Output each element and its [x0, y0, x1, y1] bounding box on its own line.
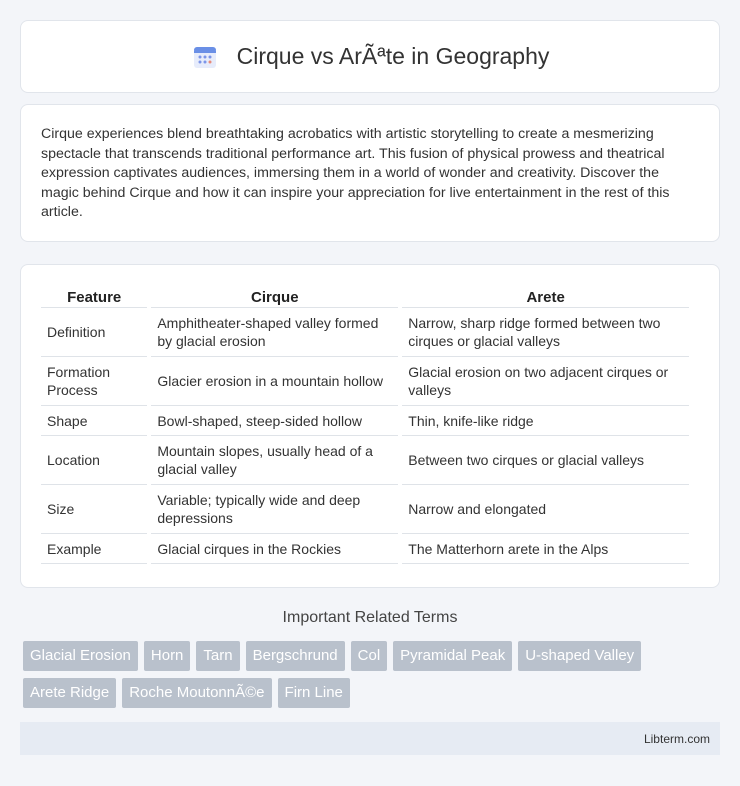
footer-site-link[interactable]: Libterm.com: [643, 731, 710, 746]
table-cell: Between two cirques or glacial valleys: [402, 436, 689, 485]
related-terms-title: Important Related Terms: [282, 609, 458, 626]
table-cell: Formation Process: [41, 357, 147, 406]
related-term-tag[interactable]: Firn Line: [278, 678, 350, 708]
table-header-row: [41, 285, 689, 308]
table-cell: Shape: [41, 406, 147, 436]
table-cell: Glacial erosion on two adjacent cirques or valleys: [402, 357, 689, 406]
related-term-tag[interactable]: Glacial Erosion: [23, 641, 138, 671]
table-row: [41, 534, 689, 564]
table-row: [41, 357, 689, 406]
table-row: [41, 436, 689, 485]
comparison-table: [37, 285, 693, 564]
related-term-tag[interactable]: Tarn: [196, 641, 239, 671]
table-cell: The Matterhorn arete in the Alps: [402, 534, 689, 564]
table-cell: Narrow, sharp ridge formed between two cirques or glacial valleys: [402, 308, 689, 357]
header-arete: Arete: [402, 285, 689, 308]
table-cell: Mountain slopes, usually head of a glacial valley: [151, 436, 398, 485]
related-term-tag[interactable]: Arete Ridge: [23, 678, 116, 708]
related-term-tag[interactable]: Roche MoutonnÃ©e: [122, 678, 271, 708]
intro-card: [20, 104, 720, 242]
table-row: [41, 406, 689, 436]
related-term-tag[interactable]: Col: [351, 641, 388, 671]
table-cell: Glacier erosion in a mountain hollow: [151, 357, 398, 406]
table-cell: Example: [41, 534, 147, 564]
related-term-tag[interactable]: Bergschrund: [246, 641, 345, 671]
table-row: [41, 308, 689, 357]
table-cell: Glacial cirques in the Rockies: [151, 534, 398, 564]
table-cell: Variable; typically wide and deep depressions: [151, 485, 398, 534]
footer: [20, 722, 720, 755]
table-cell: Thin, knife-like ridge: [402, 406, 689, 436]
related-term-tag[interactable]: Pyramidal Peak: [393, 641, 512, 671]
table-cell: Narrow and elongated: [402, 485, 689, 534]
comparison-table-card: [20, 264, 720, 588]
table-cell: Definition: [41, 308, 147, 357]
table-cell: Size: [41, 485, 147, 534]
table-cell: Amphitheater-shaped valley formed by glacial erosion: [151, 308, 398, 357]
related-term-tag[interactable]: U-shaped Valley: [518, 641, 641, 671]
page-title: Cirque vs ArÃªte in Geography: [236, 43, 550, 69]
related-term-tag[interactable]: Horn: [144, 641, 191, 671]
header-card: [20, 20, 720, 93]
intro-paragraph: Cirque experiences blend breathtaking acrobatics with artistic storytelling to create a mesmerizing spectacle that transcends traditional performance art. This fusion of physical prowess and theatrical expression captivates audiences, immersing them in a world of wonder and creativity. Discover the magic behind Cirque and how it can inspire your appreciation for live entertainment in the rest of this article.: [41, 126, 670, 221]
calendar-icon: [191, 43, 219, 71]
table-cell: Bowl-shaped, steep-sided hollow: [151, 406, 398, 436]
table-cell: Location: [41, 436, 147, 485]
header-cirque: Cirque: [151, 285, 398, 308]
table-row: [41, 485, 689, 534]
related-terms-list: [23, 641, 723, 708]
header-feature: Feature: [41, 285, 147, 308]
